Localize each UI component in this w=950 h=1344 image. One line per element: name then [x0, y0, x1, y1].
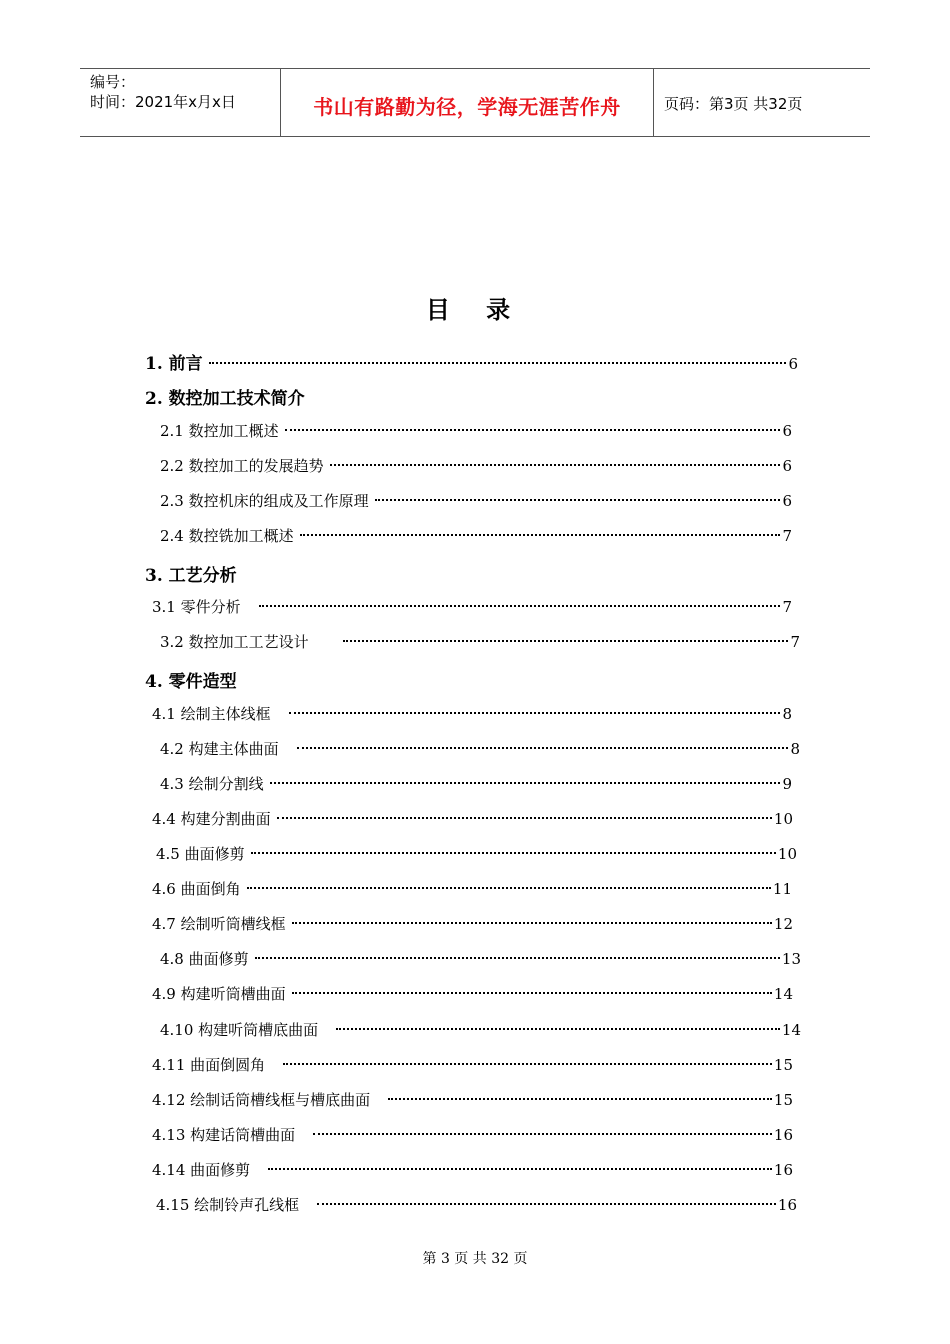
header-page-cell [654, 69, 870, 136]
toc-leader-dots [300, 534, 781, 536]
toc-entry-page: 9 [782, 775, 792, 793]
toc-entry[interactable] [160, 420, 792, 441]
document-header [80, 68, 870, 137]
toc-entry-page: 7 [782, 527, 792, 545]
toc-leader-dots [343, 640, 789, 642]
toc-entry-page: 6 [782, 492, 792, 510]
toc-entry-label: 4.1 绘制主体线框 [152, 705, 271, 723]
toc-section-heading[interactable]: 4. 零件造型 [145, 672, 237, 692]
toc-entry-label: 4.14 曲面修剪 [152, 1161, 251, 1179]
toc-entry-page: 6 [782, 422, 792, 440]
toc-leader-dots [247, 887, 771, 889]
toc-entry-label: 2.3 数控机床的组成及工作原理 [160, 492, 369, 510]
toc-entry-page: 7 [790, 633, 800, 651]
page-info: 页码：第3页 共32页 [664, 95, 803, 113]
toc-entry-page: 8 [790, 740, 800, 758]
toc-entry[interactable] [152, 878, 792, 899]
toc-leader-dots [268, 1168, 772, 1170]
toc-entry-label: 4.3 绘制分割线 [160, 775, 264, 793]
toc-entry-label: 3.2 数控加工工艺设计 [160, 633, 309, 651]
toc-leader-dots [251, 852, 776, 854]
toc-entry[interactable] [160, 455, 792, 476]
toc-entry-page: 16 [777, 1196, 797, 1214]
toc-entry-label: 1. 前言 [145, 354, 203, 374]
toc-entry-page: 14 [773, 985, 793, 1003]
time-label: 时间：2021年x月x日 [90, 93, 236, 111]
toc-entry-page: 10 [777, 845, 797, 863]
toc-leader-dots [375, 499, 781, 501]
toc-entry-page: 15 [773, 1091, 793, 1109]
toc-entry-label: 4.11 曲面倒圆角 [152, 1056, 266, 1074]
toc-entry-page: 6 [782, 457, 792, 475]
toc-title: 目 录 [425, 295, 525, 324]
toc-entry-page: 10 [773, 810, 793, 828]
toc-entry-page: 14 [781, 1021, 801, 1039]
toc-leader-dots [283, 1063, 772, 1065]
toc-leader-dots [259, 605, 781, 607]
toc-entry[interactable] [156, 1194, 797, 1215]
toc-leader-dots [292, 992, 772, 994]
toc-leader-dots [285, 429, 781, 431]
toc-section-heading[interactable]: 2. 数控加工技术简介 [145, 389, 305, 409]
toc-entry[interactable] [152, 983, 793, 1004]
toc-entry[interactable] [160, 948, 801, 969]
toc-entry[interactable] [152, 1089, 793, 1110]
toc-entry[interactable] [152, 1124, 793, 1145]
toc-entry[interactable] [160, 1019, 801, 1040]
toc-entry[interactable] [152, 596, 792, 617]
toc-entry-label: 4.7 绘制听筒槽线框 [152, 915, 286, 933]
toc-entry-page: 16 [773, 1126, 793, 1144]
toc-leader-dots [330, 464, 781, 466]
toc-entry-label: 4.12 绘制话筒槽线框与槽底曲面 [152, 1091, 371, 1109]
toc-entry-label: 3.1 零件分析 [152, 598, 241, 616]
toc-entry[interactable] [152, 703, 792, 724]
toc-entry-label: 4.4 构建分割曲面 [152, 810, 271, 828]
toc-entry-label: 4.2 构建主体曲面 [160, 740, 279, 758]
toc-entry-label: 2.2 数控加工的发展趋势 [160, 457, 324, 475]
toc-leader-dots [255, 957, 780, 959]
toc-entry-page: 15 [773, 1056, 793, 1074]
toc-leader-dots [313, 1133, 772, 1135]
toc-leader-dots [388, 1098, 772, 1100]
toc-entry-label: 4.15 绘制铃声孔线框 [156, 1196, 300, 1214]
toc-entry[interactable] [152, 808, 793, 829]
toc-entry-label: 4.5 曲面修剪 [156, 845, 245, 863]
toc-leader-dots [209, 362, 787, 364]
toc-entry-label: 4.13 构建话筒槽曲面 [152, 1126, 296, 1144]
toc-entry[interactable] [152, 913, 793, 934]
toc-entry[interactable] [160, 631, 800, 652]
header-meta-cell [80, 69, 281, 136]
toc-leader-dots [270, 782, 781, 784]
toc-section-heading[interactable]: 3. 工艺分析 [145, 566, 237, 586]
toc-entry[interactable] [152, 1159, 793, 1180]
toc-entry-label: 4.8 曲面修剪 [160, 950, 249, 968]
toc-entry[interactable] [160, 525, 792, 546]
toc-entry-label: 2.4 数控铣加工概述 [160, 527, 294, 545]
toc-entry[interactable] [160, 738, 800, 759]
toc-entry-label: 4.10 构建听筒槽底曲面 [160, 1021, 319, 1039]
toc-entry-page: 7 [782, 598, 792, 616]
toc-entry-page: 13 [781, 950, 801, 968]
toc-entry-page: 6 [788, 355, 798, 373]
toc-leader-dots [292, 922, 772, 924]
toc-leader-dots [336, 1028, 780, 1030]
toc-entry-page: 16 [773, 1161, 793, 1179]
motto-text: 书山有路勤为径，学海无涯苦作舟 [313, 95, 621, 119]
toc-entry-page: 11 [772, 880, 792, 898]
toc-leader-dots [277, 817, 772, 819]
toc-leader-dots [317, 1203, 776, 1205]
toc-leader-dots [297, 747, 789, 749]
number-label: 编号： [90, 73, 136, 91]
header-motto-cell [281, 69, 654, 136]
toc-entry-label: 4.6 曲面倒角 [152, 880, 241, 898]
toc-entry-page: 8 [782, 705, 792, 723]
toc-entry[interactable] [156, 843, 797, 864]
toc-entry[interactable] [160, 773, 792, 794]
toc-entry[interactable] [152, 1054, 793, 1075]
toc-leader-dots [289, 712, 781, 714]
toc-entry-label: 4.9 构建听筒槽曲面 [152, 985, 286, 1003]
page-footer: 第 3 页 共 32 页 [422, 1251, 528, 1267]
toc-entry[interactable] [160, 490, 792, 511]
toc-entry[interactable] [145, 349, 798, 374]
toc-entry-label: 2.1 数控加工概述 [160, 422, 279, 440]
toc-entry-page: 12 [773, 915, 793, 933]
